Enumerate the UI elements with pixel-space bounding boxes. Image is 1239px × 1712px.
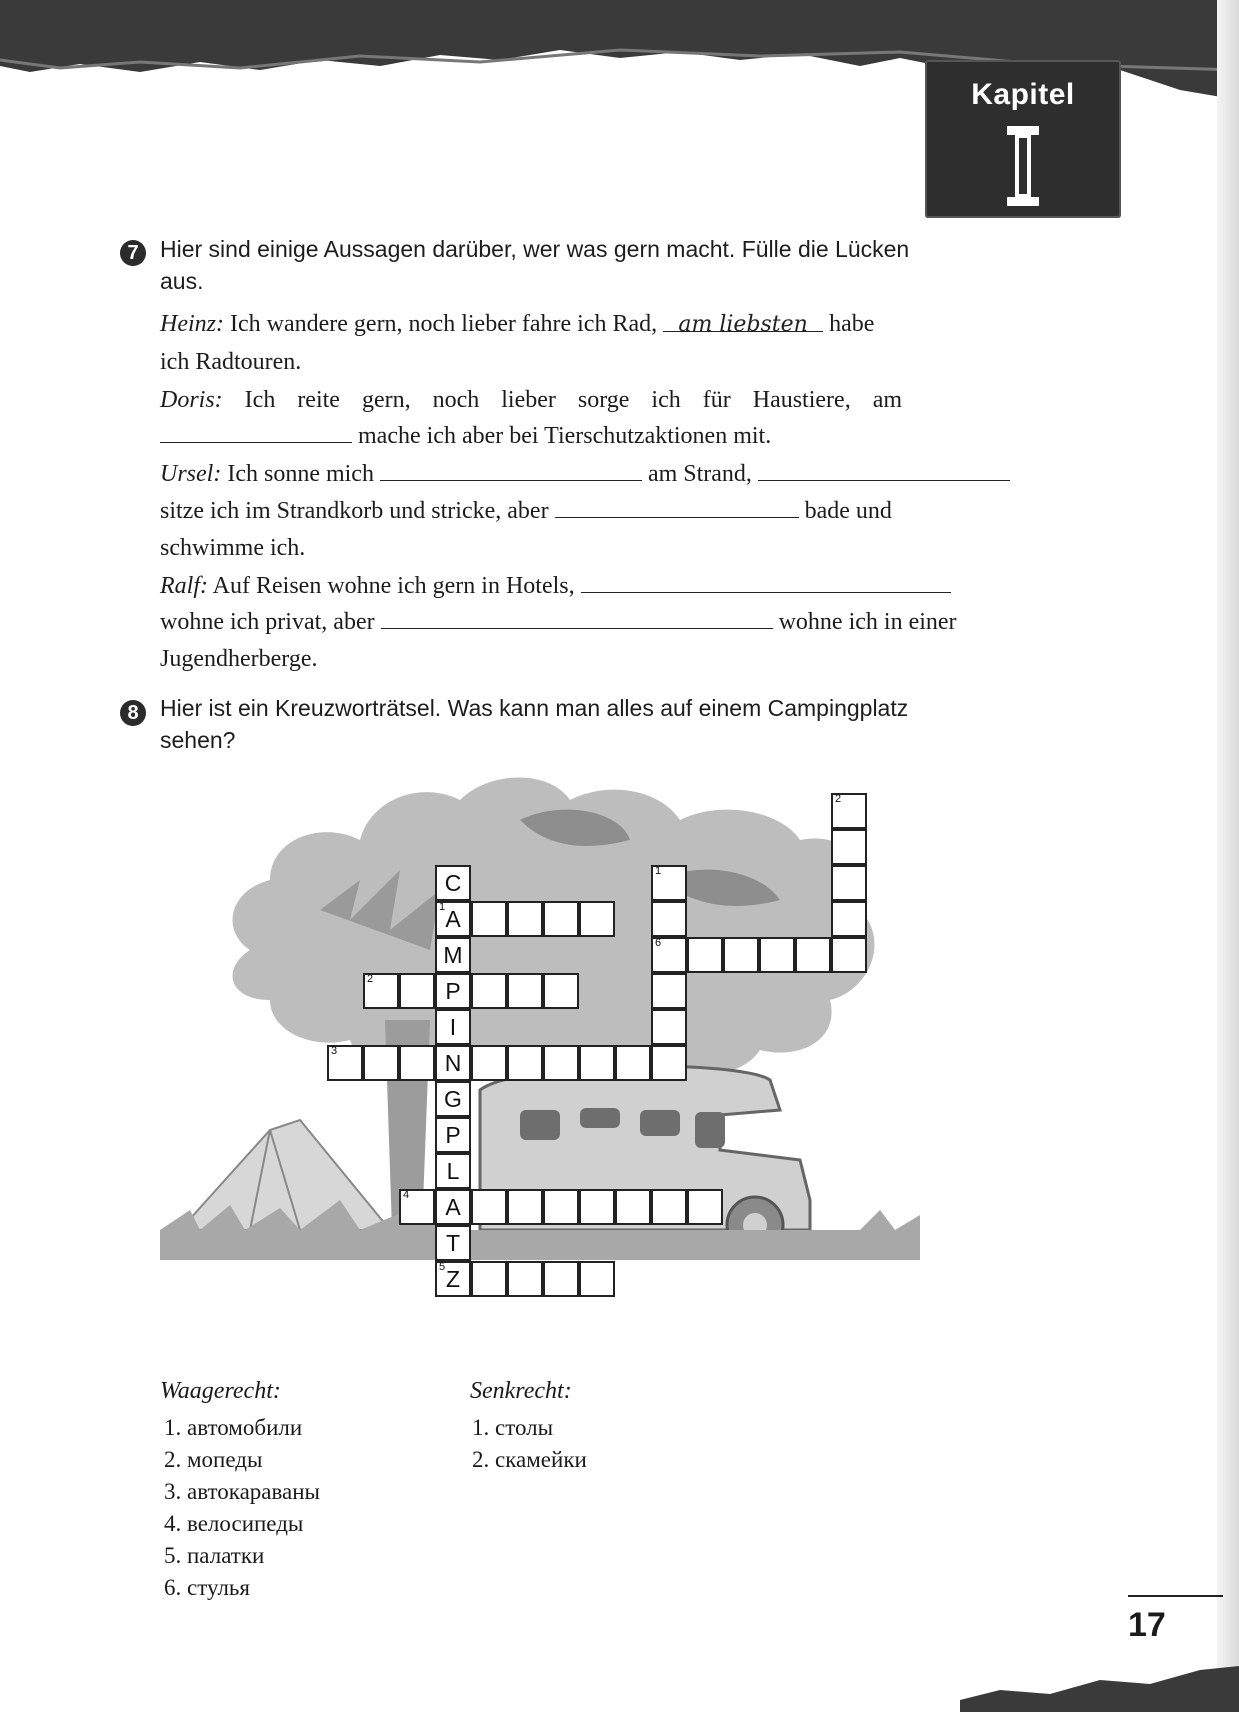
across-3-cell[interactable] [579, 1045, 615, 1081]
ralf-text-a: Auf Reisen wohne ich gern in Hotels, [208, 573, 581, 599]
chapter-numeral-I [1005, 126, 1041, 206]
down-2-cell[interactable] [831, 865, 867, 901]
heinz-filled-gap[interactable]: am liebsten [663, 309, 823, 332]
across-3-cell[interactable] [471, 1045, 507, 1081]
across-2-cell[interactable] [471, 973, 507, 1009]
doris-text-a: Ich reite gern, noch lieber sorge ich für Haustiere, am [222, 387, 903, 413]
cell-letter: Z [445, 1266, 461, 1292]
task-8-title-line-1: Hier ist ein Kreuzworträtsel. Was kann man alles auf einem Campingplatz [160, 695, 909, 721]
across-6-cell[interactable] [723, 937, 759, 973]
across-4-cell[interactable] [579, 1189, 615, 1225]
speaker-heinz: Heinz: [160, 311, 224, 337]
heinz-line-2: ich Radtouren. [160, 349, 302, 375]
cell-letter: M [443, 942, 463, 968]
ralf-text-b: wohne ich privat, aber [160, 609, 381, 635]
ursel-text-a: Ich sonne mich [221, 461, 380, 487]
letter-cell-7[interactable] [435, 1081, 471, 1117]
cell-letter: A [445, 906, 461, 932]
page-number: 17 [1128, 1606, 1166, 1644]
ursel-line-3: schwimme ich. [160, 535, 306, 561]
ursel-gap-1[interactable] [380, 458, 642, 481]
across-4-cell[interactable] [543, 1189, 579, 1225]
task-7-number-icon: 7 [120, 240, 146, 266]
doris-gap[interactable] [160, 420, 352, 443]
down-1-cell[interactable] [651, 1009, 687, 1045]
letter-cell-10[interactable] [435, 1189, 471, 1225]
ursel-gap-2[interactable] [758, 458, 1010, 481]
letter-cell-3[interactable] [435, 937, 471, 973]
down-clue-1: 1. столы [472, 1415, 554, 1440]
across-6-cell[interactable] [831, 937, 867, 973]
across-clue-5: 5. палатки [164, 1543, 265, 1568]
across-clue-6: 6. стулья [164, 1575, 250, 1600]
across-4-cell[interactable] [399, 1189, 435, 1225]
ralf-text-c: wohne ich in einer [772, 609, 957, 635]
across-heading: Waagerecht: [160, 1378, 281, 1404]
down-2-cell[interactable] [831, 793, 867, 829]
across-6-cell[interactable] [795, 937, 831, 973]
letter-cell-8[interactable] [435, 1117, 471, 1153]
cell-letter: P [445, 978, 461, 1004]
letter-cell-1[interactable] [435, 865, 471, 901]
letter-cell-9[interactable] [435, 1153, 471, 1189]
across-2-cell[interactable] [363, 973, 399, 1009]
down-1-cell[interactable] [651, 937, 687, 973]
across-3-cell[interactable] [543, 1045, 579, 1081]
ursel-text-b: am Strand, [641, 461, 758, 487]
speaker-doris: Doris: [160, 387, 223, 413]
down-2-cell[interactable] [831, 901, 867, 937]
chapter-badge [925, 60, 1121, 218]
clue-number: 5 [439, 1261, 446, 1273]
across-3-cell[interactable] [327, 1045, 363, 1081]
clue-number: 1 [439, 901, 446, 913]
down-heading: Senkrecht: [470, 1378, 572, 1404]
across-3-cell[interactable] [651, 1045, 687, 1081]
across-4-cell[interactable] [471, 1189, 507, 1225]
across-5-cell[interactable] [543, 1261, 579, 1297]
letter-cell-5[interactable] [435, 1009, 471, 1045]
letter-cell-4[interactable] [435, 973, 471, 1009]
ursel-text-c: sitze ich im Strandkorb und stricke, aber [160, 498, 555, 524]
doris-line-2 [160, 420, 771, 452]
across-clue-4: 4. велосипеды [164, 1511, 304, 1536]
clue-number: 2 [367, 973, 374, 985]
cell-letter: P [445, 1122, 461, 1148]
across-4-cell[interactable] [507, 1189, 543, 1225]
ursel-gap-3[interactable] [555, 495, 799, 518]
across-2-cell[interactable] [507, 973, 543, 1009]
across-3-cell[interactable] [363, 1045, 399, 1081]
cell-letter: L [446, 1158, 460, 1184]
page-number-rule [1128, 1595, 1223, 1597]
across-2-cell[interactable] [543, 973, 579, 1009]
across-4-cell[interactable] [651, 1189, 687, 1225]
across-5-cell[interactable] [579, 1261, 615, 1297]
down-clue-2: 2. скамейки [472, 1447, 587, 1472]
letter-cell-6[interactable] [435, 1045, 471, 1081]
across-6-cell[interactable] [687, 937, 723, 973]
clue-number: 6 [655, 937, 662, 949]
across-2-cell[interactable] [399, 973, 435, 1009]
page-edge-shadow [1217, 0, 1239, 1712]
heinz-text-a: Ich wandere gern, noch lieber fahre ich Rad, [223, 311, 664, 337]
across-4-cell[interactable] [687, 1189, 723, 1225]
ralf-line-1 [160, 570, 951, 602]
across-5-cell[interactable] [507, 1261, 543, 1297]
ralf-line-3: Jugendherberge. [160, 646, 318, 672]
cell-letter: N [444, 1050, 462, 1076]
task-8-number-icon: 8 [120, 700, 146, 726]
chapter-label: Kapitel [971, 78, 1075, 111]
task-7-title-line-1: Hier sind einige Aussagen darüber, wer was gern macht. Fülle die Lücken [160, 236, 910, 262]
task-8-title-line-2: sehen? [160, 727, 236, 753]
down-1-cell[interactable] [651, 973, 687, 1009]
letter-cell-12[interactable] [435, 1261, 471, 1297]
down-1-cell[interactable] [651, 901, 687, 937]
speaker-ralf: Ralf: [160, 573, 208, 599]
heinz-text-b: habe [823, 311, 875, 337]
ralf-gap-2[interactable] [381, 606, 773, 629]
across-5-cell[interactable] [471, 1261, 507, 1297]
across-clue-2: 2. мопеды [164, 1447, 263, 1472]
ursel-line-2 [160, 495, 892, 527]
heinz-line-1 [160, 308, 874, 340]
across-1-cell[interactable] [471, 901, 507, 937]
across-1-cell[interactable] [543, 901, 579, 937]
across-4-cell[interactable] [615, 1189, 651, 1225]
across-1-cell[interactable] [507, 901, 543, 937]
clue-number: 2 [835, 793, 842, 805]
speaker-ursel: Ursel: [160, 461, 222, 487]
task-7-title-line-2: aus. [160, 268, 204, 294]
across-3-cell[interactable] [507, 1045, 543, 1081]
torn-paper-bottom [960, 1640, 1239, 1712]
cell-letter: A [445, 1194, 461, 1220]
clue-number: 3 [331, 1045, 338, 1057]
across-clue-1: 1. автомобили [164, 1415, 303, 1440]
letter-cell-2[interactable] [435, 901, 471, 937]
doris-line-1 [160, 384, 902, 416]
cell-letter: I [449, 1014, 457, 1040]
doris-text-b: mache ich aber bei Tierschutzaktionen mit. [352, 423, 772, 449]
camping-illustration [160, 760, 920, 1320]
ursel-text-d: bade und [798, 498, 892, 524]
across-3-cell[interactable] [615, 1045, 651, 1081]
ralf-gap-1[interactable] [581, 570, 951, 593]
down-1-cell[interactable] [651, 865, 687, 901]
across-3-cell[interactable] [399, 1045, 435, 1081]
cell-letter: C [444, 870, 462, 896]
clue-number: 1 [655, 865, 662, 877]
ursel-line-1 [160, 458, 1010, 490]
across-1-cell[interactable] [579, 901, 615, 937]
across-clue-3: 3. автокараваны [164, 1479, 321, 1504]
clue-number: 4 [403, 1189, 410, 1201]
cell-letter: T [445, 1230, 461, 1256]
cell-letter: G [444, 1086, 462, 1112]
down-2-cell[interactable] [831, 829, 867, 865]
letter-cell-11[interactable] [435, 1225, 471, 1261]
ralf-line-2 [160, 606, 957, 638]
across-6-cell[interactable] [759, 937, 795, 973]
